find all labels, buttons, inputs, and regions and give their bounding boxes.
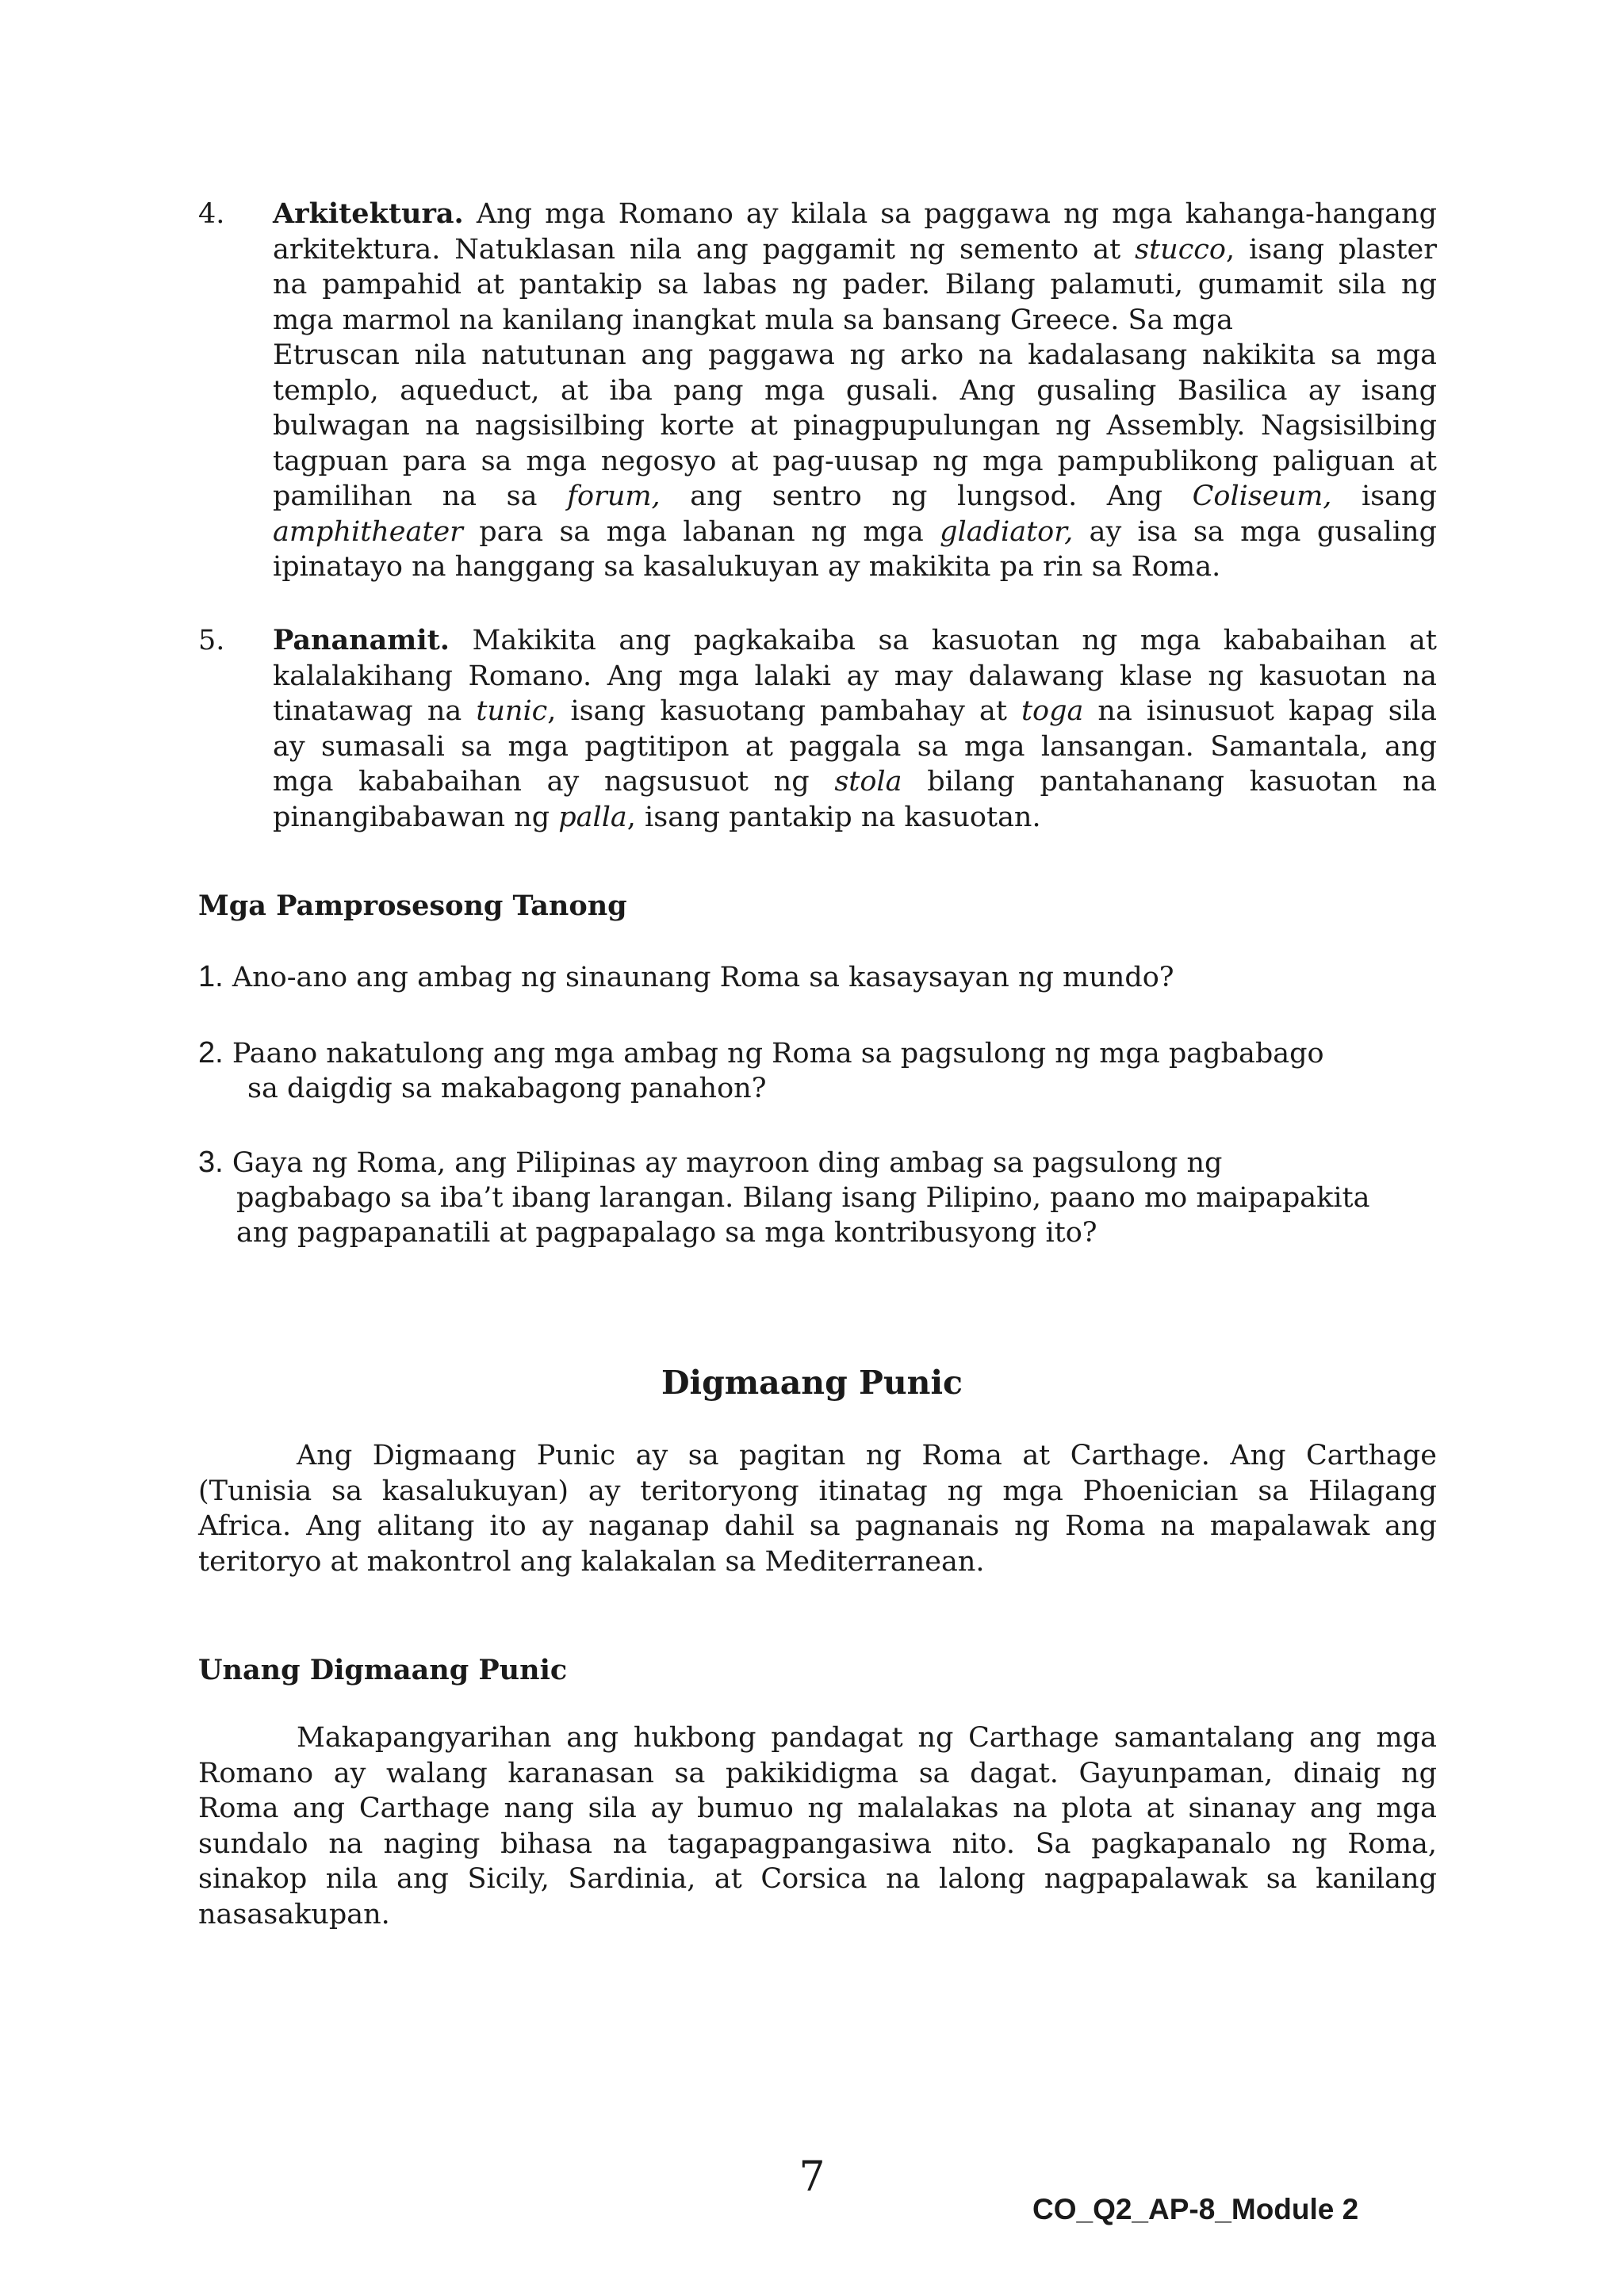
item-number: 4. — [198, 198, 225, 230]
list-item-pananamit — [198, 623, 1437, 835]
page-number: 7 — [799, 2153, 825, 2201]
list-item-arkitektura — [198, 197, 1437, 585]
questions-heading: Mga Pamprosesong Tanong — [198, 890, 627, 922]
sub-heading: Unang Digmaang Punic — [198, 1654, 568, 1686]
item-term: Arkitektura. — [273, 197, 464, 230]
question-1: 1. Ano-ano ang ambag ng sinaunang Roma sa kasaysayan ng mundo? — [198, 960, 1174, 993]
question-2: 2. Paano nakatulong ang mga ambag ng Roma sa pagsulong ng mga pagbabago sa daigdig sa makabagong panahon? — [198, 1036, 1324, 1104]
item-number: 5. — [198, 625, 225, 656]
question-3: 3. Gaya ng Roma, ang Pilipinas ay mayroon ding ambag sa pagsulong ng pagbabago sa iba’t ibang larangan. Bilang isang Pilipino, paano mo maipapakita ang pagpapanatili at pagpapalago sa mga kontribusyong ito? — [198, 1146, 1370, 1249]
module-code: CO_Q2_AP-8_Module 2 — [1032, 2193, 1359, 2225]
item-term: Pananamit. — [273, 624, 450, 656]
section-title: Digmaang Punic — [661, 1364, 963, 1402]
sub-paragraph: Makapangyarihan ang hukbong pandagat ng Carthage samantalang ang mga Romano ay walang karanasan sa pakikidigma sa dagat. Gayunpaman, dinaig ng Roma ang Carthage nang sila ay bumuo ng malalakas na plota at sinanay ang mga sundalo na naging bihasa na tagapagpangasiwa nito. Sa pagkapanalo ng Roma, sinakop nila ang Sicily, Sardinia, at Corsica na lalong nagpapalawak sa kanilang nasasakupan. — [198, 1722, 1437, 1931]
item-body: Pananamit. Makikita ang pagkakaiba sa kasuotan ng mga kababaihan at kalalakihang Romano. Ang mga lalaki ay may dalawang klase ng kasuotan na tinatawag na tunic, isang kasuotang pambahay at toga na isinusuot kapag sila ay sumasali sa mga pagtitipon at paggala sa mga lansangan. Samantala, ang mga kababaihan ay nagsusuot ng stola bilang pantahanang kasuotan na pinangibabawan ng palla, isang pantakip na kasuotan. — [273, 624, 1438, 833]
intro-paragraph: Ang Digmaang Punic ay sa pagitan ng Roma at Carthage. Ang Carthage (Tunisia sa kasalukuyan) ay teritoryong itinatag ng mga Phoenician sa Hilagang Africa. Ang alitang ito ay naganap dahil sa pagnanais ng Roma na mapalawak ang teritoryo at makontrol ang kalakalan sa Mediterranean. — [198, 1440, 1437, 1578]
item-body: Arkitektura. Ang mga Romano ay kilala sa paggawa ng mga kahanga-hangang arkitektura. Natuklasan nila ang paggamit ng semento at stucco, isang plaster na pampahid at pantakip sa labas ng pader. Bilang palamuti, gumamit sila ng mga marmol na kanilang inangkat mula sa bansang Greece. Sa mga Etruscan nila natutunan ang paggawa ng arko na kadalasang nakikita sa mga templo, aqueduct, at iba pang mga gusali. Ang gusaling Basilica ay isang bulwagan na nagsisilbing korte at pinagpupulungan ng Assembly. Nagsisilbing tagpuan para sa mga negosyo at pag-uusap ng mga pampublikong paliguan at pamilihan na sa forum, ang sentro ng lungsod. Ang Coliseum, isang amphitheater para sa mga labanan ng mga gladiator, ay isa sa mga gusaling ipinatayo na hanggang sa kasalukuyan ay makikita pa rin sa Roma. — [273, 197, 1438, 583]
